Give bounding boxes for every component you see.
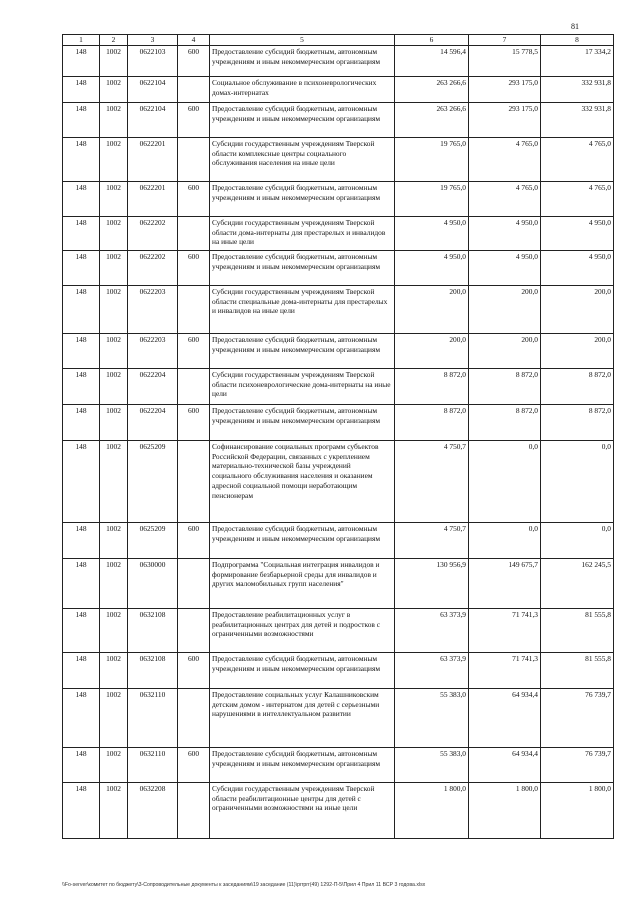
- table-row: [63, 216, 614, 250]
- cell-description: Предоставление субсидий бюджетным, автономным учреждениям и иным некоммерческим организациям: [210, 102, 395, 137]
- column-header: 3: [128, 35, 178, 46]
- cell-admin-code: 148: [63, 688, 100, 747]
- column-header: 6: [395, 35, 469, 46]
- cell-amount-year1: 4 950,0: [395, 216, 469, 250]
- cell-amount-year2: 15 778,5: [469, 45, 541, 76]
- cell-expense-type: [178, 137, 210, 181]
- table-row: [63, 137, 614, 181]
- cell-amount-year1: 4 750,7: [395, 440, 469, 522]
- cell-target-code: 0632110: [128, 747, 178, 782]
- budget-table: [62, 34, 614, 839]
- table-row: [63, 747, 614, 782]
- page-number: 81: [571, 22, 579, 31]
- cell-amount-year2: 0,0: [469, 522, 541, 558]
- cell-amount-year2: 200,0: [469, 333, 541, 368]
- cell-section-code: 1002: [100, 608, 128, 652]
- cell-amount-year2: 293 175,0: [469, 102, 541, 137]
- cell-target-code: 0632110: [128, 688, 178, 747]
- cell-section-code: 1002: [100, 102, 128, 137]
- cell-target-code: 0622104: [128, 102, 178, 137]
- cell-expense-type: [178, 440, 210, 522]
- cell-section-code: 1002: [100, 250, 128, 285]
- table-row: [63, 181, 614, 216]
- column-header: 8: [541, 35, 614, 46]
- cell-section-code: 1002: [100, 45, 128, 76]
- cell-amount-year1: 130 956,9: [395, 558, 469, 608]
- cell-amount-year1: 200,0: [395, 285, 469, 333]
- cell-expense-type: [178, 285, 210, 333]
- cell-section-code: 1002: [100, 652, 128, 688]
- cell-amount-year1: 19 765,0: [395, 181, 469, 216]
- cell-target-code: 0632108: [128, 652, 178, 688]
- cell-amount-year1: 200,0: [395, 333, 469, 368]
- cell-expense-type: 600: [178, 522, 210, 558]
- cell-amount-year2: 8 872,0: [469, 368, 541, 404]
- cell-amount-year1: 14 596,4: [395, 45, 469, 76]
- cell-target-code: 0622201: [128, 181, 178, 216]
- table-row: [63, 782, 614, 838]
- cell-target-code: 0622202: [128, 250, 178, 285]
- column-header: 1: [63, 35, 100, 46]
- cell-amount-year1: 8 872,0: [395, 368, 469, 404]
- cell-target-code: 0630000: [128, 558, 178, 608]
- cell-admin-code: 148: [63, 76, 100, 102]
- cell-amount-year2: 71 741,3: [469, 652, 541, 688]
- cell-expense-type: [178, 558, 210, 608]
- cell-amount-year3: 332 931,8: [541, 102, 614, 137]
- column-header: 7: [469, 35, 541, 46]
- cell-description: Софинансирование социальных программ субъектов Российской Федерации, связанных с укреплением материально-технической базы учреждений социального обслуживания населения и оказанием адресной социальной помощи неработающим пенсионерам: [210, 440, 395, 522]
- table-body: [63, 45, 614, 838]
- cell-amount-year3: 332 931,8: [541, 76, 614, 102]
- cell-amount-year1: 63 373,9: [395, 608, 469, 652]
- cell-description: Предоставление социальных услуг Калашниковским детским домом - интернатом для детей с серьезными нарушениями в интеллектуальном развитии: [210, 688, 395, 747]
- cell-admin-code: 148: [63, 216, 100, 250]
- cell-amount-year3: 8 872,0: [541, 368, 614, 404]
- cell-target-code: 0622103: [128, 45, 178, 76]
- cell-amount-year1: 55 383,0: [395, 747, 469, 782]
- cell-description: Субсидии государственным учреждениям Тверской области специальные дома-интернаты для престарелых и инвалидов на иные цели: [210, 285, 395, 333]
- column-header: 2: [100, 35, 128, 46]
- cell-target-code: 0622203: [128, 285, 178, 333]
- cell-admin-code: 148: [63, 558, 100, 608]
- cell-admin-code: 148: [63, 747, 100, 782]
- cell-amount-year2: 200,0: [469, 285, 541, 333]
- cell-admin-code: 148: [63, 440, 100, 522]
- cell-admin-code: 148: [63, 333, 100, 368]
- cell-amount-year2: 8 872,0: [469, 404, 541, 440]
- cell-amount-year1: 55 383,0: [395, 688, 469, 747]
- cell-target-code: 0632108: [128, 608, 178, 652]
- cell-expense-type: 600: [178, 102, 210, 137]
- cell-amount-year1: 8 872,0: [395, 404, 469, 440]
- cell-section-code: 1002: [100, 782, 128, 838]
- cell-section-code: 1002: [100, 522, 128, 558]
- table-row: [63, 404, 614, 440]
- cell-amount-year3: 1 800,0: [541, 782, 614, 838]
- cell-amount-year3: 162 245,5: [541, 558, 614, 608]
- cell-admin-code: 148: [63, 45, 100, 76]
- cell-admin-code: 148: [63, 368, 100, 404]
- table-row: [63, 688, 614, 747]
- cell-section-code: 1002: [100, 440, 128, 522]
- cell-section-code: 1002: [100, 368, 128, 404]
- cell-amount-year2: 4 765,0: [469, 181, 541, 216]
- cell-expense-type: [178, 688, 210, 747]
- cell-description: Субсидии государственным учреждениям Тверской области психоневрологические дома-интернаты на иные цели: [210, 368, 395, 404]
- cell-amount-year3: 81 555,8: [541, 608, 614, 652]
- cell-admin-code: 148: [63, 782, 100, 838]
- cell-section-code: 1002: [100, 333, 128, 368]
- cell-amount-year1: 263 266,6: [395, 102, 469, 137]
- cell-expense-type: [178, 782, 210, 838]
- cell-amount-year2: 71 741,3: [469, 608, 541, 652]
- cell-expense-type: 600: [178, 181, 210, 216]
- cell-amount-year3: 8 872,0: [541, 404, 614, 440]
- cell-admin-code: 148: [63, 285, 100, 333]
- cell-amount-year2: 64 934,4: [469, 747, 541, 782]
- cell-description: Предоставление субсидий бюджетным, автономным учреждениям и иным некоммерческим организациям: [210, 404, 395, 440]
- cell-target-code: 0622202: [128, 216, 178, 250]
- cell-description: Предоставление субсидий бюджетным, автономным учреждениям и иным некоммерческим организациям: [210, 250, 395, 285]
- cell-section-code: 1002: [100, 404, 128, 440]
- file-path-footer: \\Fo-server\комитет по бюджету\3-Сопроводительные документы к заседаниям\19 заседание (11)\prrprr(49) 1292-П-5\Прил 4 Прил 11 ВСР 3 годова.xlsx: [62, 882, 426, 888]
- cell-section-code: 1002: [100, 558, 128, 608]
- cell-amount-year2: 0,0: [469, 440, 541, 522]
- cell-amount-year1: 4 950,0: [395, 250, 469, 285]
- cell-target-code: 0622204: [128, 404, 178, 440]
- cell-amount-year2: 4 950,0: [469, 216, 541, 250]
- header-row: [63, 35, 614, 46]
- table-row: [63, 45, 614, 76]
- cell-target-code: 0622104: [128, 76, 178, 102]
- cell-section-code: 1002: [100, 137, 128, 181]
- cell-admin-code: 148: [63, 250, 100, 285]
- cell-section-code: 1002: [100, 747, 128, 782]
- cell-target-code: 0622203: [128, 333, 178, 368]
- table-row: [63, 652, 614, 688]
- table-row: [63, 285, 614, 333]
- cell-section-code: 1002: [100, 285, 128, 333]
- cell-description: Субсидии государственным учреждениям Тверской области реабилитационные центры для детей с ограниченными возможностями на иные цели: [210, 782, 395, 838]
- cell-amount-year3: 17 334,2: [541, 45, 614, 76]
- cell-description: Подпрограмма "Социальная интеграция инвалидов и формирование безбарьерной среды для инвалидов и других маломобильных групп населения": [210, 558, 395, 608]
- cell-expense-type: 600: [178, 747, 210, 782]
- cell-description: Предоставление субсидий бюджетным, автономным учреждениям и иным некоммерческим организациям: [210, 652, 395, 688]
- cell-description: Субсидии государственным учреждениям Тверской области комплексные центры социального обслуживания населения на иные цели: [210, 137, 395, 181]
- cell-admin-code: 148: [63, 404, 100, 440]
- cell-amount-year2: 64 934,4: [469, 688, 541, 747]
- cell-amount-year2: 293 175,0: [469, 76, 541, 102]
- cell-section-code: 1002: [100, 181, 128, 216]
- cell-amount-year3: 4 950,0: [541, 250, 614, 285]
- cell-admin-code: 148: [63, 102, 100, 137]
- cell-amount-year3: 4 765,0: [541, 181, 614, 216]
- table-row: [63, 333, 614, 368]
- table-row: [63, 76, 614, 102]
- cell-target-code: 0622204: [128, 368, 178, 404]
- cell-amount-year1: 19 765,0: [395, 137, 469, 181]
- table-row: [63, 608, 614, 652]
- cell-amount-year3: 76 739,7: [541, 747, 614, 782]
- cell-amount-year3: 76 739,7: [541, 688, 614, 747]
- cell-amount-year2: 149 675,7: [469, 558, 541, 608]
- cell-amount-year3: 0,0: [541, 522, 614, 558]
- cell-admin-code: 148: [63, 652, 100, 688]
- cell-expense-type: 600: [178, 333, 210, 368]
- cell-expense-type: 600: [178, 45, 210, 76]
- cell-expense-type: [178, 608, 210, 652]
- cell-amount-year1: 63 373,9: [395, 652, 469, 688]
- cell-expense-type: 600: [178, 250, 210, 285]
- cell-target-code: 0622201: [128, 137, 178, 181]
- cell-description: Предоставление субсидий бюджетным, автономным учреждениям и иным некоммерческим организациям: [210, 747, 395, 782]
- cell-section-code: 1002: [100, 76, 128, 102]
- column-header: 5: [210, 35, 395, 46]
- cell-description: Социальное обслуживание в психоневрологических домах-интернатах: [210, 76, 395, 102]
- cell-amount-year3: 4 765,0: [541, 137, 614, 181]
- cell-amount-year3: 200,0: [541, 333, 614, 368]
- cell-target-code: 0625209: [128, 440, 178, 522]
- cell-amount-year3: 81 555,8: [541, 652, 614, 688]
- cell-amount-year2: 4 765,0: [469, 137, 541, 181]
- table-row: [63, 368, 614, 404]
- table-row: [63, 558, 614, 608]
- table-row: [63, 440, 614, 522]
- cell-admin-code: 148: [63, 608, 100, 652]
- cell-expense-type: [178, 216, 210, 250]
- table-row: [63, 522, 614, 558]
- cell-description: Предоставление субсидий бюджетным, автономным учреждениям и иным некоммерческим организациям: [210, 333, 395, 368]
- cell-section-code: 1002: [100, 216, 128, 250]
- column-header: 4: [178, 35, 210, 46]
- cell-expense-type: 600: [178, 652, 210, 688]
- cell-amount-year2: 1 800,0: [469, 782, 541, 838]
- cell-description: Предоставление субсидий бюджетным, автономным учреждениям и иным некоммерческим организациям: [210, 522, 395, 558]
- cell-amount-year1: 4 750,7: [395, 522, 469, 558]
- cell-description: Предоставление субсидий бюджетным, автономным учреждениям и иным некоммерческим организациям: [210, 181, 395, 216]
- cell-section-code: 1002: [100, 688, 128, 747]
- table-row: [63, 102, 614, 137]
- cell-target-code: 0632208: [128, 782, 178, 838]
- cell-amount-year3: 0,0: [541, 440, 614, 522]
- table-row: [63, 250, 614, 285]
- cell-admin-code: 148: [63, 181, 100, 216]
- cell-admin-code: 148: [63, 137, 100, 181]
- cell-description: Предоставление субсидий бюджетным, автономным учреждениям и иным некоммерческим организациям: [210, 45, 395, 76]
- cell-amount-year3: 4 950,0: [541, 216, 614, 250]
- cell-admin-code: 148: [63, 522, 100, 558]
- cell-amount-year1: 263 266,6: [395, 76, 469, 102]
- cell-expense-type: 600: [178, 404, 210, 440]
- cell-amount-year2: 4 950,0: [469, 250, 541, 285]
- cell-amount-year1: 1 800,0: [395, 782, 469, 838]
- cell-target-code: 0625209: [128, 522, 178, 558]
- cell-expense-type: [178, 368, 210, 404]
- cell-expense-type: [178, 76, 210, 102]
- cell-description: Предоставление реабилитационных услуг в реабилитационных центрах для детей и подростков с ограниченными возможностями: [210, 608, 395, 652]
- cell-amount-year3: 200,0: [541, 285, 614, 333]
- cell-description: Субсидии государственным учреждениям Тверской области дома-интернаты для престарелых и инвалидов на иные цели: [210, 216, 395, 250]
